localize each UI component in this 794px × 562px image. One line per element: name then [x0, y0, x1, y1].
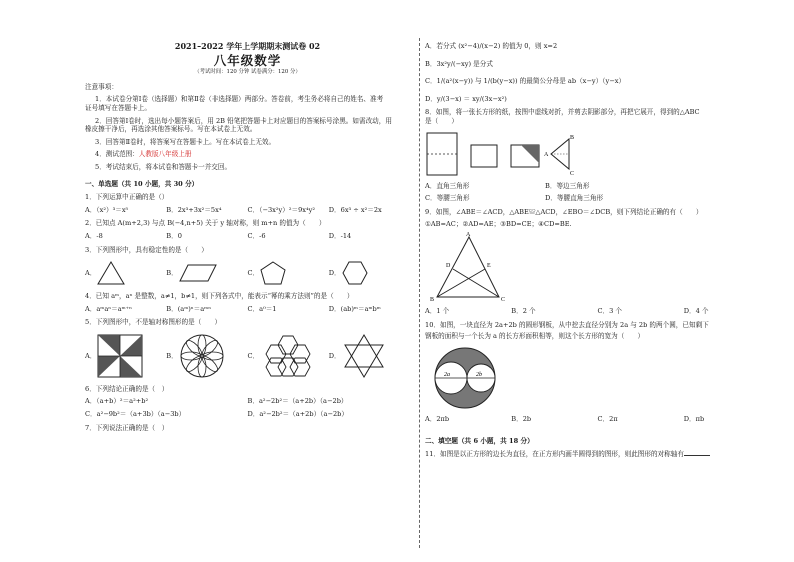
q7-option-a[interactable]: A．若分式 (x²−4)/(x−2) 的值为 0，则 x=2	[425, 42, 558, 50]
triangle-abc-de-figure	[429, 231, 509, 303]
notice-line	[85, 150, 410, 159]
q8-stem-2: 是（ ）	[425, 116, 458, 125]
q6-option-a[interactable]: A．（a+b）²＝a²+b²	[85, 397, 149, 406]
q9-option-d[interactable]: D．4 个	[683, 306, 709, 315]
subject-title: 八年级数学	[213, 52, 282, 68]
q8-option-d[interactable]: D．等腰直角三角形	[545, 194, 604, 203]
hexagon-cluster-figure	[259, 333, 317, 379]
folded-paper-figure	[425, 131, 459, 177]
q3-label-d: D．	[328, 268, 341, 277]
q11-text: 11．如图是以正方形的边长为直径，在正方形内画半圆得到的图形，则此图形的对称轴有	[425, 449, 684, 458]
notice-line: 5．考试结束后，将本试卷和答题卡一并交回。	[95, 162, 232, 171]
q3-stem: 3．下列图形中，具有稳定性的是（ ）	[85, 245, 208, 254]
q8-option-b[interactable]: B．等边三角形	[545, 181, 590, 190]
q6-option-d[interactable]: D．a²−2b²＝（a+2b）（a−2b）	[247, 410, 348, 419]
point-label-a: A	[466, 231, 471, 238]
q6-options-row2	[85, 410, 410, 419]
q9-conditions: ①AB=AC；②AD=AE；③BD=CE；④CD=BE.	[425, 220, 572, 229]
point-label-c: C	[570, 170, 575, 177]
q3-label-a: A．	[85, 268, 97, 277]
cut-paper-figure	[509, 131, 543, 177]
point-label-a: A	[544, 151, 549, 158]
pinwheel-square-figure	[96, 333, 144, 379]
notice-line: 2．回答第Ⅰ卷时，选出每小题答案后，用 2B 铅笔把答题卡上对应题目的答案标号涂黑。如需改动，用	[95, 116, 392, 125]
q7-option-d[interactable]: D．y/(3−x) ＝ xy/(3x−x²)	[425, 94, 507, 103]
q1-option-a[interactable]: A．（x²）³＝x⁵	[85, 205, 129, 214]
q3-label-c: C．	[247, 268, 260, 277]
q7-option-b[interactable]: B．3x²y/(−xy) 是分式	[425, 59, 493, 68]
q6-option-c[interactable]: C．a²−9b²＝（a+3b）（a−3b）	[85, 410, 186, 419]
hexagon-figure	[341, 260, 369, 286]
q4-option-c[interactable]: C．a⁰＝1	[247, 304, 277, 313]
notice-line: 证号填写在答题卡上。	[85, 103, 151, 112]
exam-title: 2021–2022 学年上学期期末测试卷 02	[174, 41, 321, 51]
q5-option-d[interactable]	[329, 333, 410, 379]
q10-stem: 10．如图，一块直径为 2a+2b 的圆形钢板，从中挖去直径分别为 2a 与 2b 的两个圆，已知剩下	[425, 320, 709, 329]
q3-option-d[interactable]	[329, 260, 410, 286]
scope-value: 人教版八年级上册	[138, 150, 192, 159]
folded-half-figure	[469, 131, 499, 177]
q3-option-b[interactable]	[166, 262, 247, 284]
q6-options-row1	[85, 397, 410, 406]
triangle-abc-figure	[543, 131, 577, 177]
q1-option-c[interactable]: C．（−3x²y）²＝9x⁴y²	[247, 205, 315, 214]
q6-option-b[interactable]: B．a²−2b²＝（a+2b）（a−2b）	[247, 397, 348, 406]
q5-label-b: B．	[166, 351, 178, 360]
fold-gap	[459, 131, 469, 177]
q5-option-b[interactable]	[166, 333, 247, 379]
q10-options	[425, 415, 770, 424]
q10-option-b[interactable]: B．2b	[511, 414, 532, 423]
column-divider	[419, 38, 420, 548]
q5-label-c: C．	[247, 351, 260, 360]
q2-option-a[interactable]: A．-8	[85, 231, 103, 240]
point-label-b: B	[570, 134, 575, 141]
point-label-e: E	[487, 262, 491, 269]
q2-option-b[interactable]: B．0	[166, 231, 182, 240]
q2-option-d[interactable]: D．-14	[328, 231, 352, 240]
notice-line: 橡皮擦干净后，再选涂其他答案标号。写在本试卷上无效。	[85, 125, 257, 134]
q9-option-a[interactable]: A．1 个	[425, 306, 450, 315]
q3-label-b: B．	[166, 268, 178, 277]
q7-option-c[interactable]: C．1/(a²(x−y)) 与 1/(b(y−x)) 的最简公分母是 ab（x−y）（y−x）	[425, 77, 626, 86]
notice-line: 1．本试卷分第Ⅰ卷（选择题）和第Ⅱ卷（非选择题）两部分。答卷前，考生务必将自己的姓名、准考	[95, 95, 384, 104]
q5-label-d: D．	[328, 351, 341, 360]
q8-options-row2	[425, 194, 665, 203]
q5-stem: 5．下列图形中，不是轴对称图形的是（ ）	[85, 318, 222, 327]
q8-option-c[interactable]: C．等腰三角形	[425, 194, 470, 203]
section-2-heading: 二、填空题（共 6 小题，共 18 分）	[425, 437, 534, 446]
q9-option-b[interactable]: B．2 个	[511, 306, 536, 315]
q3-option-c[interactable]	[248, 260, 329, 286]
q1-option-b[interactable]: B．2x³+3x²＝5x⁴	[166, 205, 222, 214]
q8-options-row1	[425, 182, 665, 191]
q1-options	[85, 206, 410, 215]
fold-gap	[499, 131, 509, 177]
q4-stem: 4．已知 aᵐ，aⁿ 是整数，a≠1，b≠1，则下列各式中，能表示“幂的乘方法则”的是（ ）	[85, 292, 354, 301]
left-column	[85, 38, 410, 432]
q2-option-c[interactable]: C．-6	[247, 231, 266, 240]
q5-option-a[interactable]	[85, 333, 166, 379]
circle-plate-figure	[427, 345, 507, 411]
exam-info: （考试时间：120 分钟 试卷满分：120 分）	[194, 69, 301, 76]
q10-option-c[interactable]: C．2π	[597, 414, 618, 423]
section-1-heading: 一、单选题（共 10 小题，共 30 分）	[85, 179, 199, 188]
q5-label-a: A．	[85, 351, 97, 360]
q4-options	[85, 305, 410, 314]
q2-stem: 2．已知点 A(m+2,3) 与点 B(−4,n+5) 关于 y 轴对称，则 m+n 的值为（ ）	[85, 219, 326, 228]
q9-stem: 9．如图，∠ABE＝∠ACD，△ABE≌△ACD，∠EBO＝∠DCB，则下列结论正确的有（ ）	[425, 207, 703, 216]
q8-stem: 8．如图，将一张长方形的纸，按图中虚线对折，并剪去阴影部分，再把它展开，得到的△ABC	[425, 108, 700, 117]
q2-options	[85, 232, 410, 241]
point-label-d: D	[446, 262, 451, 269]
parallelogram-figure	[178, 262, 218, 284]
point-label-b: B	[430, 296, 435, 303]
point-label-c: C	[501, 296, 506, 303]
q7-stem: 7．下列说法正确的是（ ）	[85, 423, 169, 432]
q5-option-c[interactable]	[248, 333, 329, 379]
q9-options	[425, 307, 770, 316]
label-2b: 2b	[476, 371, 482, 378]
q3-shapes	[85, 259, 410, 287]
right-column	[425, 38, 770, 459]
q4-option-d[interactable]: D．(ab)ᵐ＝aᵐbᵐ	[328, 304, 381, 313]
notice-block	[85, 83, 410, 172]
q10-option-d[interactable]: D．πb	[683, 414, 705, 423]
q11-answer-blank[interactable]	[684, 455, 710, 456]
q6-stem: 6．下列结论正确的是（ ）	[85, 384, 169, 393]
triangle-figure	[96, 260, 126, 286]
notice-line: 3．回答第Ⅱ卷时，将答案写在答题卡上。写在本试卷上无效。	[95, 137, 276, 146]
q11-stem	[425, 450, 770, 459]
q1-stem: 1．下列运算中正确的是（）	[85, 193, 169, 202]
q8-figures	[425, 130, 770, 178]
q5-figures	[85, 332, 410, 380]
q3-option-a[interactable]	[85, 260, 166, 286]
q10-stem-2: 钢板的面积与一个长为 a 的长方形面积相等，则这个长方形的宽为（ ）	[425, 332, 645, 341]
q4-option-a[interactable]: A．aᵐaⁿ＝aᵐ⁺ⁿ	[85, 304, 133, 313]
q8-option-a[interactable]: A．直角三角形	[425, 181, 470, 190]
star-of-david-figure	[341, 333, 387, 379]
label-2a: 2a	[444, 371, 450, 378]
notice-heading: 注意事项：	[85, 82, 118, 91]
q4-option-b[interactable]: B．(aᵐ)ⁿ＝aᵐⁿ	[166, 304, 212, 313]
q10-option-a[interactable]: A．2πb	[425, 414, 450, 423]
flower-circle-figure	[178, 333, 226, 379]
q9-option-c[interactable]: C．3 个	[597, 306, 623, 315]
pentagon-figure	[259, 260, 287, 286]
scope-label: 4．测试范围：	[95, 150, 139, 159]
q1-option-d[interactable]: D．6x³ ÷ x²＝2x	[328, 205, 382, 214]
